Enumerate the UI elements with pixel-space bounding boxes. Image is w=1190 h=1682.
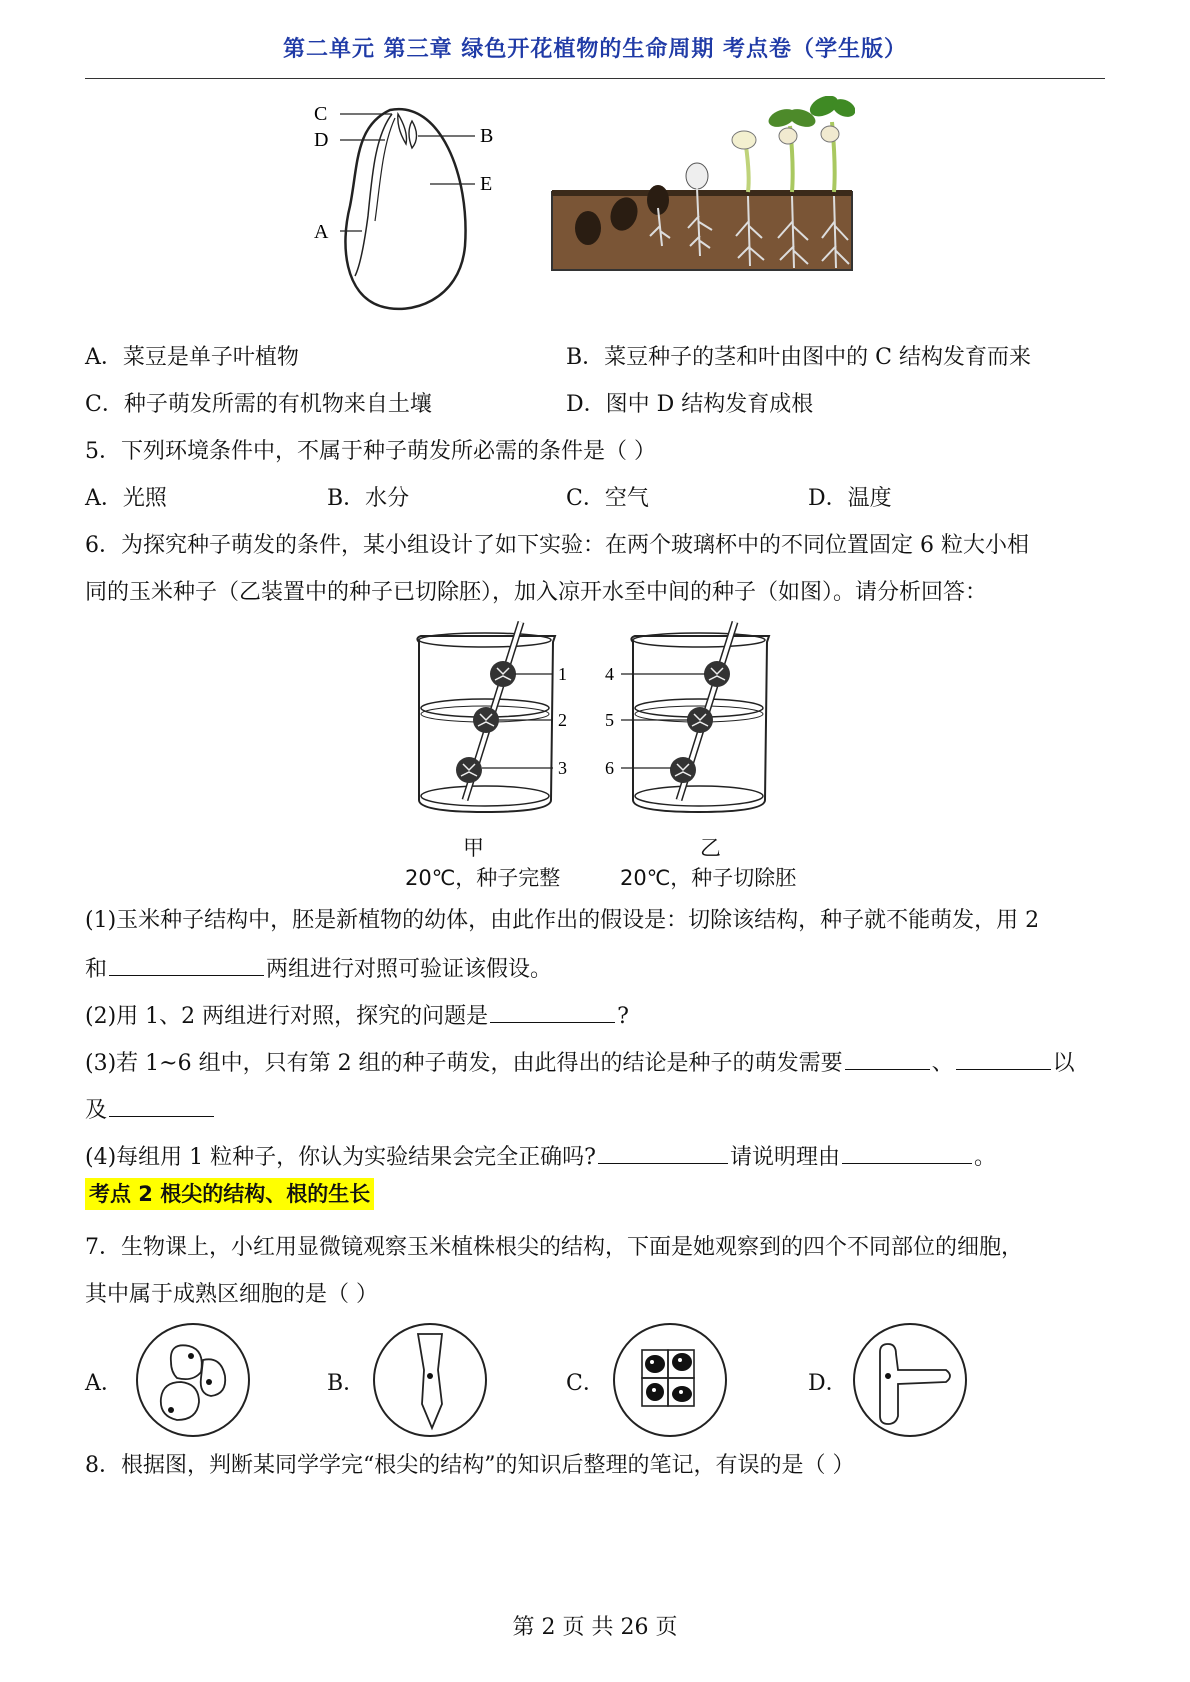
cell-option-a [133, 1320, 253, 1440]
q5-option-a: A．光照 [85, 486, 167, 511]
beaker-caption-jia: 20℃，种子完整 [405, 866, 561, 890]
q6-sub4: (4)每组用 1 粒种子，你认为实验结果会完全正确吗? 请说明理由 。 [85, 1141, 996, 1173]
q4-option-a: A．菜豆是单子叶植物 [85, 345, 299, 370]
page-footer: 第 2 页 共 26 页 [512, 1615, 678, 1640]
seed-number-3: 3 [558, 758, 567, 778]
q6-sub2: (2)用 1、2 两组进行对照，探究的问题是 ? [85, 1000, 629, 1032]
q5-stem: 5．下列环境条件中，不属于种子萌发所必需的条件是（ ） [85, 439, 656, 464]
cell-option-b [370, 1320, 490, 1440]
header-divider [85, 78, 1105, 79]
beaker-caption-yi: 20℃，种子切除胚 [620, 866, 797, 890]
q5-option-d: D．温度 [808, 486, 892, 511]
q7-option-b-label: B． [327, 1371, 366, 1396]
q7-stem-line2: 其中属于成熟区细胞的是（ ） [85, 1282, 378, 1307]
q8-stem: 8．根据图，判断某同学学完“根尖的结构”的知识后整理的笔记，有误的是（ ） [85, 1453, 855, 1478]
answer-blank[interactable] [842, 1141, 972, 1164]
seed-label-e: E [480, 173, 493, 195]
seed-label-d: D [314, 129, 329, 151]
q6-sub3-line2: 及 [85, 1094, 216, 1126]
section-heading: 考点 2 根尖的结构、根的生长 [85, 1178, 374, 1210]
q4-option-c: C．种子萌发所需的有机物来自土壤 [85, 392, 432, 417]
q4-option-d: D．图中 D 结构发育成根 [566, 392, 814, 417]
q7-option-a-label: A． [85, 1371, 123, 1396]
q4-option-b: B．菜豆种子的茎和叶由图中的 C 结构发育而来 [566, 345, 1031, 370]
q6-sub1-line1: (1)玉米种子结构中，胚是新植物的幼体，由此作出的假设是：切除该结构，种子就不能萌发，用 2 [85, 908, 1040, 933]
seed-label-a: A [314, 221, 329, 243]
bean-seed-diagram [300, 96, 530, 321]
seed-number-2: 2 [558, 710, 567, 730]
q6-stem-line2: 同的玉米种子（乙装置中的种子已切除胚），加入凉开水至中间的种子（如图）。请分析回答： [85, 580, 988, 605]
q6-sub1-line2: 和 两组进行对照可验证该假设。 [85, 953, 552, 985]
beaker-jia [417, 622, 567, 812]
seed-label-b: B [480, 125, 494, 147]
answer-blank[interactable] [490, 1000, 615, 1023]
beaker-name-yi: 乙 [700, 836, 721, 860]
beaker-experiment-diagram [405, 620, 785, 845]
q6-sub3-line1: (3)若 1~6 组中，只有第 2 组的种子萌发，由此得出的结论是种子的萌发需要 、 以 [85, 1047, 1075, 1079]
cell-option-d [850, 1320, 970, 1440]
q7-option-d-label: D． [808, 1371, 848, 1396]
answer-blank[interactable] [956, 1047, 1051, 1070]
answer-blank[interactable] [109, 1094, 214, 1117]
q6-stem-line1: 6．为探究种子萌发的条件，某小组设计了如下实验：在两个玻璃杯中的不同位置固定 6 粒大小相 [85, 533, 1029, 558]
seed-number-5: 5 [605, 710, 614, 730]
cell-option-c [610, 1320, 730, 1440]
seed-number-6: 6 [605, 758, 614, 778]
beaker-name-jia: 甲 [463, 836, 484, 860]
seed-number-1: 1 [558, 664, 567, 684]
beaker-yi [605, 622, 769, 812]
page-header: 第二单元 第三章 绿色开花植物的生命周期 考点卷（学生版） [283, 37, 907, 62]
q7-option-c-label: C． [566, 1371, 605, 1396]
seed-label-c: C [314, 103, 328, 125]
q7-stem-line1: 7．生物课上，小红用显微镜观察玉米植株根尖的结构，下面是她观察到的四个不同部位的细胞， [85, 1235, 1024, 1260]
answer-blank[interactable] [109, 953, 264, 976]
answer-blank[interactable] [598, 1141, 728, 1164]
germination-sequence-image [550, 96, 855, 276]
seed-number-4: 4 [605, 664, 614, 684]
q5-option-b: B．水分 [327, 486, 410, 511]
q5-option-c: C．空气 [566, 486, 649, 511]
answer-blank[interactable] [845, 1047, 930, 1070]
